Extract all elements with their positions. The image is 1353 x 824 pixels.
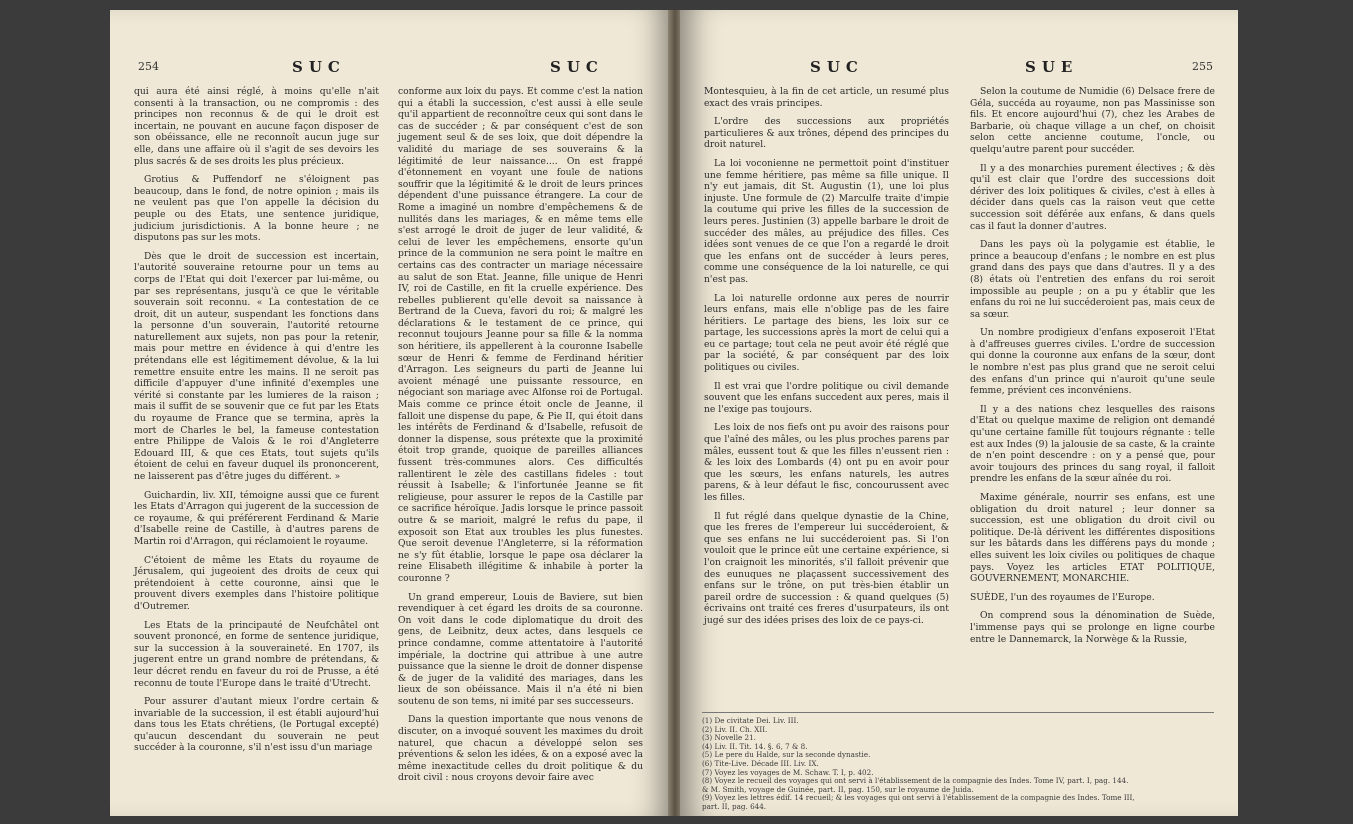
paragraph: Il y a des monarchies purement électives ; & dès qu'il est clair que l'ordre des successions doit dériver des loix politiques & civiles, c'est à elles à décider dans quels cas la raison veut que cette succession soit déférée aux enfans, & dans quels cas il faut la donner d'autres. — [970, 162, 1215, 232]
footnote: (4) Liv. II. Tit. 14. §. 6, 7 & 8. — [702, 742, 808, 751]
paragraph: C'étoient de même les Etats du royaume de Jérusalem, qui jugeoient des droits de ceux qui prétendoient à cette couronne, ainsi que le prouvent divers exemples dans l'histoire politique d'Outremer. — [134, 554, 379, 612]
footnote: (2) Liv. II. Ch. XII. — [702, 725, 768, 734]
paragraph: La loi naturelle ordonne aux peres de nourrir leurs enfans, mais elle n'oblige pas de les faire héritiers. Le partage des biens, les loix sur ce partage, les successions après la mort de celui qui a eu ce partage; tout cela ne peut avoir été réglé que par la société, & par conséquent par des loix politiques ou civiles. — [704, 292, 949, 374]
footnote: part. II, pag. 644. — [702, 802, 767, 811]
footnote: (1) De civitate Dei. Liv. III. — [702, 717, 799, 725]
paragraph: Dès que le droit de succession est incertain, l'autorité souveraine retourne pour un tems au corps de l'Etat qui doit l'exercer par lui-même, ou par ses représentans, jusqu'à ce que le véritable souverain soit reconnu. « La contestation de ce droit, dit un auteur, suspendant les fonctions dans la personne d'un souverain, l'autorité retourne naturellement aux sujets, non pas pour la retenir, mais pour mettre en évidence à qui d'entre les prétendans elle est légitimement dévolue, & la lui remettre ensuite entre les mains. Il ne seroit pas difficile d'appuyer d'une infinité d'exemples une vérité si constante par les lumieres de la raison ; mais il suffit de se souvenir que ce fut par les Etats du royaume de France que se termina, après la mort de Charles le bel, la fameuse contestation entre Philippe de Valois & le roi d'Angleterre Edouard III, & que ces Etats, tout sujets qu'ils étoient de celui en faveur duquel ils prononcerent, ne laisserent pas d'être juges du différent. » — [134, 250, 379, 482]
paragraph: Grotius & Puffendorf ne s'éloignent pas beaucoup, dans le fond, de notre opinion ; mais ils ne veulent pas que l'on appelle la décision du peuple ou des Etats, une sentence juridique, judicium jurisdictionis. A la bonne heure ; ne disputons pas sur les mots. — [134, 174, 379, 244]
paragraph: Maxime générale, nourrir ses enfans, est une obligation du droit naturel ; leur donner sa succession, est une obligation du droit civil ou politique. De-là dérivent les différentes dispositions sur les bâtards dans les différens pays du monde ; elles suivent les loix civiles ou politiques de chaque pays. Voyez les articles ETAT POLITIQUE, GOUVERNEMENT, MONARCHIE. — [970, 492, 1215, 585]
paragraph: Guichardin, liv. XII, témoigne aussi que ce furent les Etats d'Arragon qui jugerent de la succession de ce royaume, & qui préférerent Ferdinand & Marie d'Isabelle reine de Castille, à d'autres parens de Martin roi d'Arragon, qui réclamoient le royaume. — [134, 489, 379, 547]
running-head-left: SUC — [810, 58, 864, 76]
paragraph: conforme aux loix du pays. Et comme c'est la nation qui a établi la succession, c'est aussi à elle seule qu'il appartient de reconnoître ceux qui sont dans le cas de succéder ; & par conséquent c'est de son jugement seul & de ses loix, que doit dépendre la validité du mariage de ses souverains & la légitimité de leur naissance.... On est frappé d'étonnement en voyant une foule de nations souffrir que la légitimité & le droit de leurs princes dépendent d'une puissance étrangere. La cour de Rome a imaginé un nombre d'empêchemens & de nullités dans les mariages, & en même tems elle s'est arrogé le droit de juger de leur validité, & celui de lever les empêchemens, ensorte qu'un prince de la communion ne sera point le maître en certains cas des contracter un mariage nécessaire au salut de son Etat. Jeanne, fille unique de Henri IV, roi de Castille, en fit la cruelle expérience. Des rebelles publierent qu'elle devoit sa naissance à Bertrand de la Cueva, favori du roi; & malgré les déclarations & le testament de ce prince, qui reconnut toujours Jeanne pour sa fille & la nomma son héritiere, ils appellerent à la couronne Isabelle sœur de Henri & femme de Ferdinand héritier d'Arragon. Les seigneurs du parti de Jeanne lui avoient ménagé une puissante ressource, en négociant son mariage avec Alfonse roi de Portugal. Mais comme ce prince étoit oncle de Jeanne, il falloit une dispense du pape, & Pie II, qui étoit dans les intérêts de Ferdinand & d'Isabelle, refusoit de donner la dispense, sous prétexte que la proximité étoit trop grande, quoique de pareilles alliances fussent très-communes alors. Ces difficultés rallentirent le zèle des castillans fideles : tout réussit à Isabelle; & l'infortunée Jeanne se fit religieuse, pour assurer le repos de la Castille par ce sacrifice héroïque. Jadis lorsque le prince passoit outre & se marioit, malgré le refus du pape, il exposoit son Etat aux troubles les plus funestes. Que seroit devenue l'Angleterre, si la réformation ne s'y fût établie, lorsque le pape osa déclarer la reine Elisabeth illégitime & inhabile à porter la couronne ? — [398, 86, 643, 584]
footnote: (9) Voyez les lettres édif. 14 recueil; & les voyages qui ont servi à l'établissement de la compagnie des Indes. Tome III, — [702, 794, 1135, 803]
page-number: 254 — [138, 60, 159, 73]
footnotes — [702, 717, 1214, 812]
paragraph: Il est vrai que l'ordre politique ou civil demande souvent que les enfans succedent aux peres, mais il ne l'exige pas toujours. — [704, 380, 949, 415]
paragraph: L'ordre des successions aux propriétés particulieres & aux trônes, dépend des principes du droit naturel. — [704, 116, 949, 151]
right-page-column-2 — [970, 86, 1215, 652]
paragraph: Dans la question importante que nous venons de discuter, on a invoqué souvent les maximes du droit naturel, que chacun a développé selon ses préventions & selon les idées, & on a exposé avec la même inexactitude celles du droit politique & du droit civil : nous croyons devoir faire avec — [398, 714, 643, 784]
page-number: 255 — [1192, 60, 1213, 73]
paragraph: Dans les pays où la polygamie est établie, le prince a beaucoup d'enfans ; le nombre en est plus grand dans des pays que dans d'autres. Il y a des (8) états où l'entretien des enfans du roi seroit impossible au peuple ; on a pu y établir que les enfans du roi ne lui succéderoient pas, mais ceux de sa sœur. — [970, 239, 1215, 320]
paragraph: Un grand empereur, Louis de Baviere, sut bien revendiquer à cet égard les droits de sa couronne. On voit dans le code diplomatique du droit des gens, de Leibnitz, deux actes, dans lesquels ce prince condamne, comme attentatoire à l'autorité impériale, la doctrine qui attribue à une autre puissance que la sienne le droit de donner dispense & de juger de la validité des mariages, dans les lieux de son obéissance. Mais il n'a été ni bien soutenu de son tems, ni imité par ses successeurs. — [398, 591, 643, 707]
paragraph: Selon la coutume de Numidie (6) Delsace frere de Géla, succéda au royaume, non pas Massinisse son fils. Et encore aujourd'hui (7), chez les Arabes de Barbarie, où chaque village a un chef, on choisit selon cette ancienne coutume, l'oncle, ou quelqu'autre parent pour succéder. — [970, 86, 1215, 155]
footnote: (8) Voyez le recueil des voyages qui ont servi à l'établissement de la compagnie des Indes. Tome IV, part. I, pag. 144. — [702, 777, 1129, 786]
paragraph: Montesquieu, à la fin de cet article, un resumé plus exact des vrais principes. — [704, 86, 949, 109]
paragraph: On comprend sous la dénomination de Suède, l'immense pays qui se prolonge en ligne courbe entre le Dannemarck, la Norwège & la Russie, — [970, 610, 1215, 645]
footnote: (7) Voyez les voyages de M. Schaw. T. I, p. 402. — [702, 768, 874, 777]
left-page-column-1 — [134, 86, 379, 761]
running-head-left: SUC — [292, 58, 346, 76]
right-page-column-1 — [704, 86, 949, 634]
paragraph: Il y a des nations chez lesquelles des raisons d'Etat ou quelque maxime de religion ont demandé qu'une certaine famille fût toujours régnante : telle est aux Indes (9) la jalousie de sa caste, & la crainte de n'en point descendre : on y a pensé que, pour avoir toujours des princes du sang royal, il falloit prendre les enfans de la sœur aînée du roi. — [970, 403, 1215, 485]
left-page — [110, 10, 672, 816]
footnote: (3) Novelle 21. — [702, 734, 756, 743]
footnote: (5) Le pere du Halde, sur la seconde dynastie. — [702, 751, 871, 760]
running-head-right: SUC — [550, 58, 604, 76]
paragraph: Les Etats de la principauté de Neufchâtel ont souvent prononcé, en forme de sentence juridique, sur la succession à la souveraineté. En 1707, ils jugerent entre un grand nombre de prétendans, & leur décret rendu en faveur du roi de Prusse, a été reconnu de toute l'Europe dans le traité d'Utrecht. — [134, 619, 379, 689]
paragraph: Pour assurer d'autant mieux l'ordre certain & invariable de la succession, il est établi aujourd'hui dans tous les Etats chrétiens, (le Portugal excepté) qu'aucun descendant du souverain ne peut succéder à la couronne, s'il n'est issu d'un mariage — [134, 696, 379, 754]
footnote: (6) Tite-Live. Décade III. Liv. IX. — [702, 759, 819, 768]
paragraph: qui aura été ainsi réglé, à moins qu'elle n'ait consenti à la transaction, ou ne compromis : des principes non reconnus & de qui le droit est incertain, ne pouvant en aucune façon disposer de son obéissance, elle ne reconnoît aucun juge sur elle, dans une affaire où il s'agit de ses devoirs les plus sacrés & de ses droits les plus précieux. — [134, 86, 379, 167]
paragraph: Un nombre prodigieux d'enfans exposeroit l'Etat à d'affreuses guerres civiles. L'ordre de succession qui donne la couronne aux enfans de la sœur, dont le nombre n'est pas plus grand que ne seroit celui des enfans d'un prince qui n'auroit qu'une seule femme, prévient ces inconvéniens. — [970, 327, 1215, 397]
paragraph: La loi voconienne ne permettoit point d'instituer une femme héritiere, pas même sa fille unique. Il n'y eut jamais, dit St. Augustin (1), une loi plus injuste. Une formule de (2) Marculfe traite d'impie la coutume qui prive les filles de la succession de leurs peres. Justinien (3) appelle barbare le droit de succéder des mâles, au préjudice des filles. Ces idées sont venues de ce que l'on a regardé le droit que les enfans ont de succéder à leurs peres, comme une conséquence de la loi naturelle, ce qui n'est pas. — [704, 157, 949, 285]
running-head-right: SUE — [1025, 58, 1079, 76]
paragraph: Il fut réglé dans quelque dynastie de la Chine, que les freres de l'empereur lui succéderoient, & que ses enfans ne lui succéderoient pas. Si l'on vouloit que le prince eût une certaine expérience, si l'on craignoit les minorités, s'il falloit prévenir que des eunuques ne plaçassent successivement des enfans sur le trône, on put très-bien établir un pareil ordre de succession : & quand quelques (5) écrivains ont traité ces freres d'usurpateurs, ils ont jugé sur des idées prises des loix de ce pays-ci. — [704, 510, 949, 626]
paragraph: SUÈDE, l'un des royaumes de l'Europe. — [970, 591, 1155, 603]
right-page — [680, 10, 1238, 816]
paragraph: Les loix de nos fiefs ont pu avoir des raisons pour que l'aîné des mâles, ou les plus proches parens par mâles, eussent tout & que les filles n'eussent rien : & les loix des Lombards (4) ont pu en avoir pour que les sœurs, les enfans naturels, les autres parens, & à leur défaut le fisc, concourussent avec les filles. — [704, 422, 949, 503]
left-page-column-2 — [398, 86, 643, 791]
footnote: & M. Smith, voyage de Guinée, part. II, pag. 150, sur le royaume de Juida. — [702, 785, 974, 794]
footnote-rule — [702, 712, 1214, 713]
